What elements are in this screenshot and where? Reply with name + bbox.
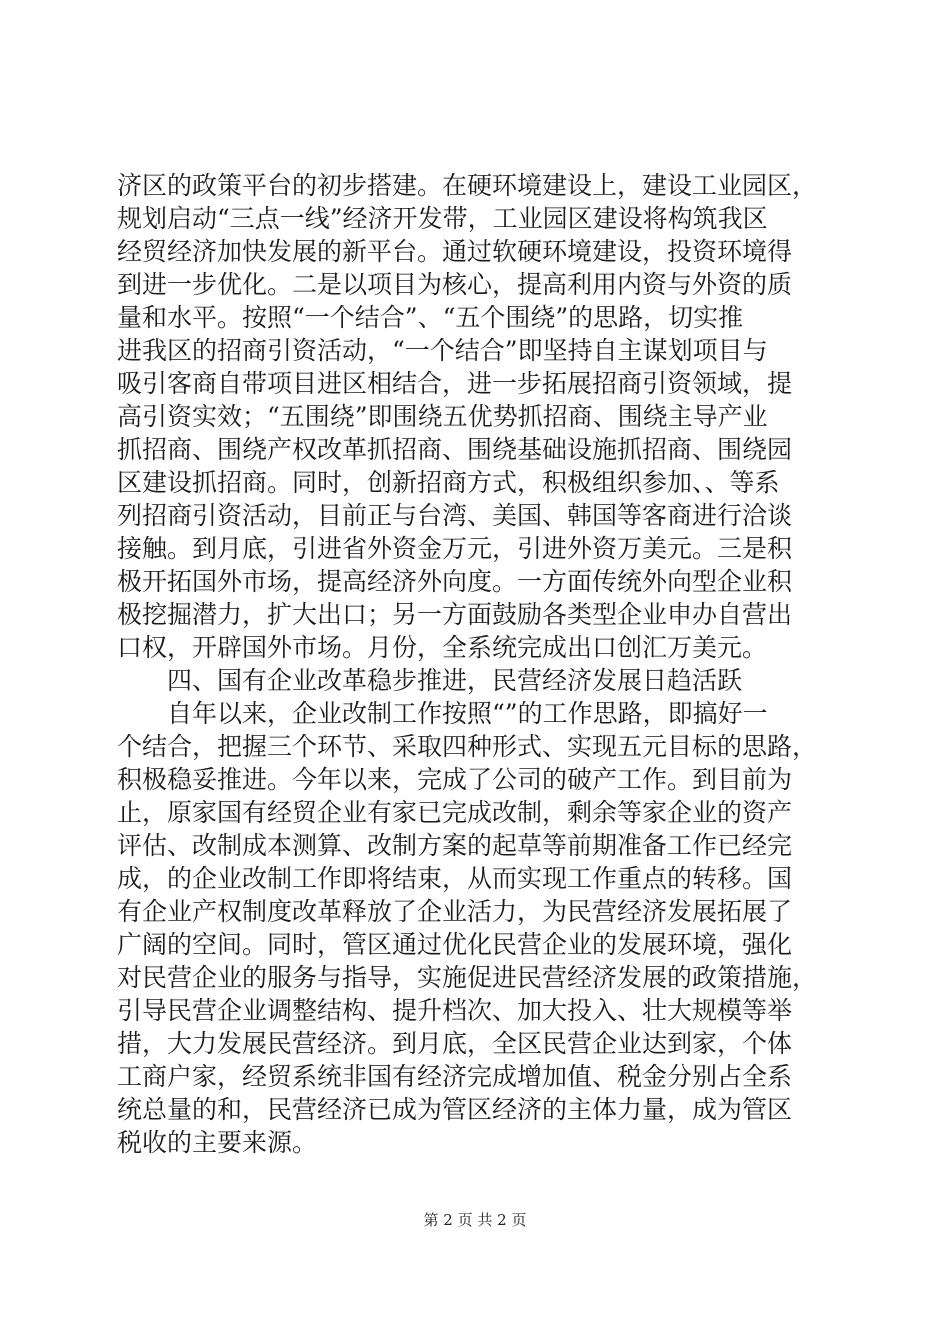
text-line: 止，原家国有经贸企业有家已完成改制，剩余等家企业的资产 [117,798,793,827]
text-line: 极挖掘潜力，扩大出口；另一方面鼓励各类型企业申办自营出 [117,600,793,629]
text-line: 口权，开辟国外市场。月份，全系统完成出口创汇万美元。 [117,633,768,662]
text-line: 税收的主要来源。 [117,1128,318,1157]
text-line: 成，的企业改制工作即将结束，从而实现工作重点的转移。国 [117,864,793,893]
text-line: 引导民营企业调整结构、提升档次、加大投入、壮大规模等举 [117,996,793,1025]
text-line: 量和水平。按照“一个结合”、“五个围绕”的思路，切实推 [117,303,744,332]
text-line: 统总量的和，民营经济已成为管区经济的主体力量，成为管区 [117,1095,793,1124]
text-line: 到进一步优化。二是以项目为核心，提高利用内资与外资的质 [117,270,793,299]
text-line: 高引资实效；“五围绕”即围绕五优势抓招商、围绕主导产业 [117,402,768,431]
text-line: 列招商引资活动，目前正与台湾、美国、韩国等客商进行洽谈 [117,501,793,530]
text-line: 工商户家，经贸系统非国有经济完成增加值、税金分别占全系 [117,1062,793,1091]
text-line: 自年以来，企业改制工作按照“”的工作思路，即搞好一 [117,699,768,728]
text-line: 规划启动“三点一线”经济开发带，工业园区建设将构筑我区 [117,204,768,233]
body-text [117,169,847,1159]
text-line: 吸引客商自带项目进区相结合，进一步拓展招商引资领域，提 [117,369,793,398]
text-line: 区建设抓招商。同时，创新招商方式，积极组织参加、、等系 [117,468,780,497]
text-line: 有企业产权制度改革释放了企业活力，为民营经济发展拓展了 [117,897,793,926]
text-line: 对民营企业的服务与指导，实施促进民营经济发展的政策措施， [117,963,818,992]
text-line: 济区的政策平台的初步搭建。在硬环境建设上，建设工业园区， [117,171,818,200]
text-line: 措，大力发展民营经济。到月底，全区民营企业达到家，个体 [117,1029,793,1058]
text-line: 抓招商、围绕产权改革抓招商、围绕基础设施抓招商、围绕园 [117,435,793,464]
text-line: 经贸经济加快发展的新平台。通过软硬环境建设，投资环境得 [117,237,793,266]
text-line: 进我区的招商引资活动，“一个结合”即坚持自主谋划项目与 [117,336,768,365]
text-line: 广阔的空间。同时，管区通过优化民营企业的发展环境，强化 [117,930,793,959]
page-footer: 第 2 页 共 2 页 [423,1211,527,1229]
text-line: 评估、改制成本测算、改制方案的起草等前期准备工作已经完 [117,831,793,860]
text-line: 个结合，把握三个环节、采取四种形式、实现五元目标的思路， [117,732,818,761]
text-line: 接触。到月底，引进省外资金万元，引进外资万美元。三是积 [117,534,793,563]
section-heading: 四、国有企业改革稳步推进，民营经济发展日趋活跃 [117,666,743,695]
text-line: 极开拓国外市场，提高经济外向度。一方面传统外向型企业积 [117,567,793,596]
text-line: 积极稳妥推进。今年以来，完成了公司的破产工作。到目前为 [117,765,793,794]
